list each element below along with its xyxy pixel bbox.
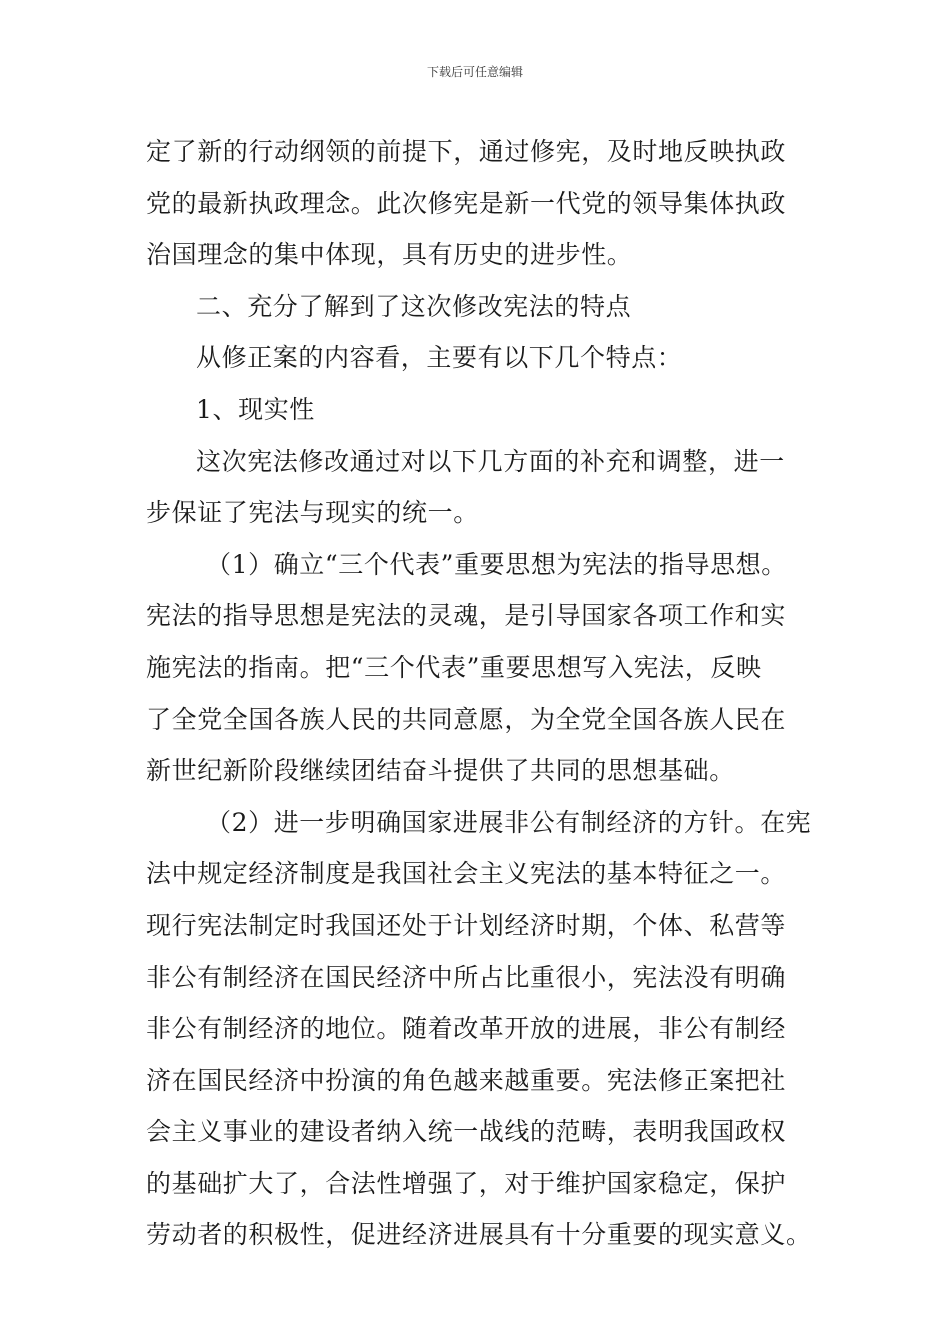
- text-line: 会主义事业的建设者纳入统一战线的范畴，表明我国政权: [146, 1117, 787, 1147]
- section-heading: 二、充分了解到了这次修改宪法的特点: [196, 291, 632, 321]
- page-header: 下载后可任意编辑: [426, 65, 523, 79]
- text-line: 非公有制经济的地位。随着改革开放的进展，非公有制经: [146, 1014, 787, 1044]
- list-item-heading: （1）确立“三个代表”重要思想为宪法的指导思想。: [206, 549, 787, 579]
- text-line: 宪法的指导思想是宪法的灵魂，是引导国家各项工作和实: [146, 601, 787, 631]
- text-line: 济在国民经济中扮演的角色越来越重要。宪法修正案把社: [146, 1065, 787, 1095]
- text-line: 这次宪法修改通过对以下几方面的补充和调整，进一: [196, 446, 785, 476]
- text-line: 的基础扩大了，合法性增强了，对于维护国家稳定，保护: [146, 1168, 787, 1198]
- text-line: 现行宪法制定时我国还处于计划经济时期，个体、私营等: [146, 910, 787, 940]
- text-line: 劳动者的积极性，促进经济进展具有十分重要的现实意义。: [146, 1220, 812, 1250]
- text-line: 施宪法的指南。把“三个代表”重要思想写入宪法，反映: [146, 652, 762, 682]
- text-line: 了全党全国各族人民的共同意愿，为全党全国各族人民在: [146, 704, 787, 734]
- text-line: 定了新的行动纲领的前提下，通过修宪，及时地反映执政: [146, 137, 787, 166]
- document-body: [146, 126, 816, 1261]
- subsection-heading: 1、现实性: [196, 394, 315, 424]
- text-line: 党的最新执政理念。此次修宪是新一代党的领导集体执政: [146, 188, 787, 218]
- text-line: 从修正案的内容看，主要有以下几个特点：: [196, 343, 683, 373]
- text-line: 法中规定经济制度是我国社会主义宪法的基本特征之一。: [146, 859, 787, 889]
- text-line: 治国理念的集中体现，具有历史的进步性。: [146, 240, 633, 270]
- text-line: 非公有制经济在国民经济中所占比重很小，宪法没有明确: [146, 962, 787, 992]
- text-line: 步保证了宪法与现实的统一。: [146, 498, 479, 528]
- list-item-heading: （2）进一步明确国家进展非公有制经济的方针。在宪: [206, 807, 812, 837]
- text-line: 新世纪新阶段继续团结奋斗提供了共同的思想基础。: [146, 756, 735, 786]
